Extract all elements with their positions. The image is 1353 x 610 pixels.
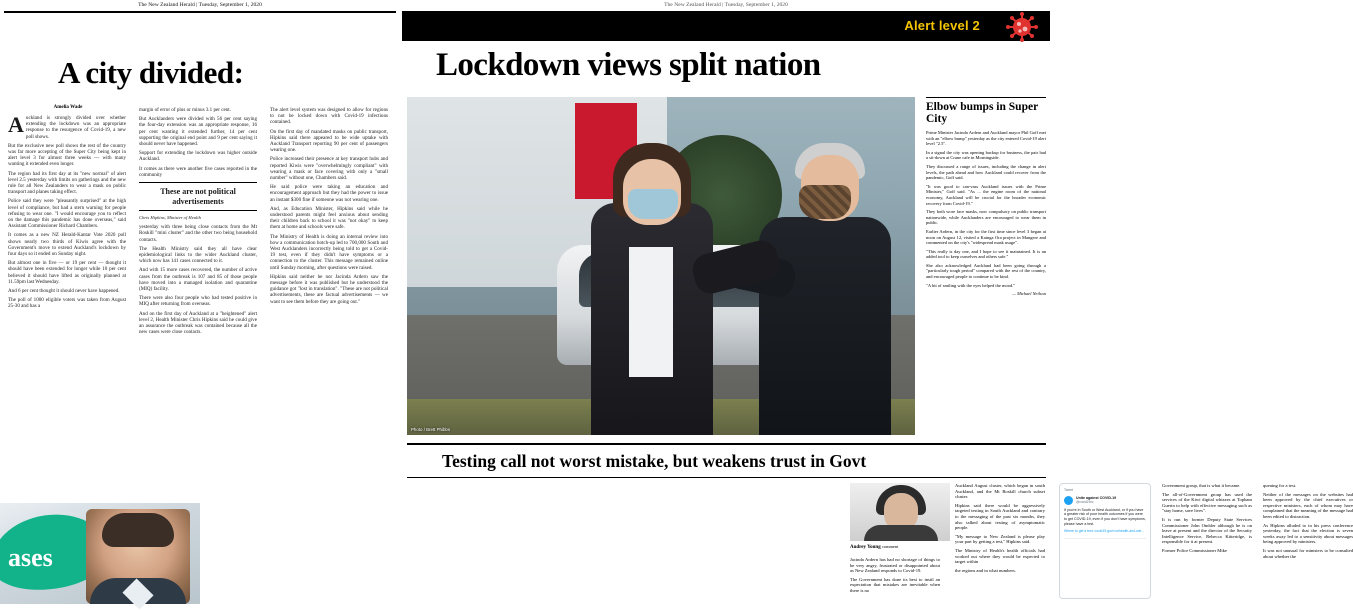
columnist-name: Audrey Young — [850, 545, 881, 550]
paragraph: They discussed a range of issues, including the change in alert levels, the path ahead and how Auckland could recover from the pandemic, Goff said. — [926, 163, 1046, 181]
paragraph: Police increased their presence at key transport hubs and reported Kiwis were "overwhelmingly compliant" with wearing a mask or face covering with only a "small number" without one, Chambers said. — [270, 156, 388, 182]
paragraph: It comes as a new NZ Herald-Kantar Vote 2020 poll shows nearly two thirds of Kiwis agree with the Government's move to extend Auckland's lockdown by four days so it ended on Sunday night. — [8, 232, 126, 258]
paragraph: The all-of-Government group has used the services of the Kiwi digital whizzes at Topham Guerin to help with effective messaging such as "stay home, save lives". — [1162, 491, 1252, 514]
paragraph: There were also four people who had tested positive in MIQ after returning from overseas. — [139, 295, 257, 308]
paragraph: The Government has done its best to instil an expectation that mistakes are inevitable when there is no — [850, 576, 940, 593]
lower-column-1 — [850, 557, 940, 597]
paragraph: On the first day of mandated masks on public transport, Hipkins said there appeared to be wide uptake with Auckland Transport reporting 90 per cent of passengers wearing one. — [270, 128, 388, 154]
alert-level-label: Alert level 2 — [904, 18, 980, 33]
left-top-rule — [4, 11, 396, 13]
paragraph: It was not unusual for ministers to be consulted about whether the — [1263, 547, 1353, 559]
photo-credit: Photo / Brett Phibbs — [411, 427, 451, 432]
paragraph: "A bit of smiling with the eyes helped the mood." — [926, 282, 1016, 288]
paragraph: "My message to New Zealand is please play your part by getting a test," Hipkins said. — [955, 533, 1045, 545]
tweet-label: Tweet — [1064, 488, 1074, 492]
photo-person-left-mask — [628, 189, 678, 219]
paragraph: The alert level system was designed to allow for regions to not be locked down with Covid-19 infections contained. — [270, 107, 388, 126]
left-column-3 — [270, 107, 388, 308]
portrait-photo — [86, 509, 190, 604]
left-column-2 — [139, 107, 257, 338]
photo-person-right-mask — [799, 185, 851, 219]
left-page — [0, 11, 400, 593]
paragraph: But the exclusive new poll shows the rest of the country was far more accepting of the Super City being kept in alert level 3 for almost three weeks — with many wanting it extended even longer. — [8, 142, 126, 168]
left-bottom-photo — [0, 503, 200, 604]
sidebar-rule — [926, 97, 1046, 98]
paragraph: And on the first day of Auckland at a "heightened" alert level 2, Health Minister Chris Hipkins said he could give an assurance the outbreak was contained because all the new cases were close contacts. — [139, 310, 257, 336]
paragraph: But Aucklanders were divided with 56 per cent saying the four-day extension was an appropriate response, 16 per cent wanting it extended further, 14 per cent supporting the original end point and 9 per cent saying it should never have happened. — [139, 116, 257, 148]
paragraph: The poll of 1000 eligible voters was taken from August 25-30 and has a — [8, 297, 126, 310]
left-column-1 — [8, 112, 126, 313]
paragraph: And 6 per cent thought it should never have happened. — [8, 288, 120, 295]
paragraph: But almost one in five — or 19 per cent — thought it should have been extended for longer while 10 per cent believed it should have lifted as originally planned at 11.59pm last Wednesday. — [8, 260, 126, 285]
paragraph: "It was good to can-vass Auckland issues with the Prime Minister," Goff said. "As ... the engine room of the national economy, Auckland will be crucial for the broader economic recovery from Covid-19." — [926, 183, 1046, 206]
paragraph: The Ministry of Health is doing an internal review into how a communication botch-up led to 700,000 South and West Aucklanders incorrectly being told to get a Covid-19 test, even if they didn't have symptoms or a connection to the cluster. This message remained online until Sunday morning, after questions were raised. — [270, 233, 388, 271]
tweet-body-text: If you're in South or West Auckland, or if you have a greater risk of poor health outcomes if you were to get COVID-19, even if you don't have symptoms, please have a test. — [1064, 507, 1146, 526]
paragraph: queuing for a test. — [1263, 483, 1297, 488]
paragraph: Neither of the messages on the websites had been approved by the chief executives or respective ministers, each of whom may have complained that the meaning of the message had been edited to distraction. — [1263, 491, 1353, 519]
paragraph: And with 15 more cases recovered, the number of active cases from the outbreak is 107 and 85 of those people have moved into a managed isolation and quarantine (MIQ) facility. — [139, 267, 257, 293]
running-heads — [0, 0, 1050, 11]
paragraph: She also acknowledged Auckland had been going through a "particularly tough period" compared with the rest of the country, and encouraged people to continue to be kind. — [926, 262, 1046, 280]
paragraph: He said police were taking an education and encouragement approach but they had the power to issue an instant $300 fine if someone was not wearing one. — [270, 184, 388, 203]
sidebar-body — [926, 130, 1046, 297]
lower-column-5 — [1263, 483, 1353, 562]
tweet-header — [1064, 496, 1146, 505]
paragraph: Hipkins said neither he nor Jacinda Ardern saw the message before it was published but he understood the guidance got "lost in translation". "These are not political advertisements, these are factual advertisements — we want to see them before they are going out." — [270, 273, 388, 305]
lower-column-4 — [1162, 483, 1252, 557]
paragraph: Government group, that is what it became. — [1162, 483, 1241, 488]
paragraph: Former Police Commissioner Mike — [1162, 547, 1227, 553]
paragraph: The Ministry of Health's health officials had worked out where they would be expected to target within — [955, 547, 1045, 565]
columnist-tag: comment — [881, 544, 899, 549]
paragraph: "This really is day one, and I hope to see it maintained. It is an added tool to keep ourselves and others safe." — [926, 248, 1046, 260]
left-byline: Amelia Wade — [53, 105, 83, 110]
paragraph: the regions and in what numbers. — [955, 567, 1016, 573]
running-head-left: The New Zealand Herald | Tuesday, September 1, 2020 — [138, 2, 262, 8]
photo-person-right-body — [759, 217, 891, 435]
sidebar-attribution: — Michael Neilson — [1012, 291, 1046, 297]
paragraph: As Hipkins alluded to in his press conference yesterday, the fact that the election is seven weeks away led to a sensitivity about messages being approved by ministers. — [1263, 522, 1353, 545]
columnist-byline — [850, 544, 950, 550]
sidebar-elbow-bumps — [926, 97, 1046, 300]
tweet-link[interactable]: Where to get a test: covid19.govt.nz/health-and-wel... — [1064, 529, 1145, 534]
tweet-avatar-icon — [1064, 496, 1073, 505]
paragraph: Prime Minister Jacinda Ardern and Auckland mayor Phil Goff met with an "elbow bump" yesterday as the city entered Covid-19 alert level "2.5". — [926, 130, 1046, 147]
lower-story-rule — [407, 443, 1046, 445]
paragraph: In a signal the city was opening backup for business, the pair had a sit-down at Crane cafe in Morningside. — [926, 149, 1046, 161]
columnist-photo — [850, 483, 950, 541]
alert-level-bar — [402, 11, 1050, 41]
paragraph: margin of error of plus or minus 3.1 per cent. — [139, 107, 231, 113]
paragraph: Auckland August cluster, which began in south Auckland, and the Mt Roskill church subset cluster. — [955, 483, 1045, 500]
paragraph: Auckland is strongly divided over whether extending the lockdown was an appropriate response to the resurgence of Covid-19, a new poll shows. — [8, 112, 126, 140]
photo-person-left-shirt — [629, 247, 673, 377]
paragraph: Jacinda Ardern has had no shortage of things to be very angry, frustrated or disappointed about as New Zealand responds to Covid-19. — [850, 557, 940, 574]
columnist-shoulder — [864, 525, 938, 541]
tweet-action-bar[interactable] — [1064, 538, 1146, 543]
paragraph: Support for extending the lockdown was higher outside Auckland. — [139, 150, 257, 163]
paragraph: Earlier Ardern, in the city for the first time since level 3 began at noon on August 12, visited a Kainga Ora project in Mangere and commented on the city's "widespread mask usage". — [926, 228, 1046, 246]
paragraph: It comes as there were another five cases reported in the community — [139, 165, 257, 178]
pull-quote: These are not political advertisements — [139, 182, 257, 211]
paragraph: The Health Ministry said they all have clear epidemiological links to the wider Auckland cluster, which now has 141 cases connected to it. — [139, 245, 257, 265]
right-page — [402, 11, 1353, 593]
lower-column-2 — [955, 483, 1045, 576]
paragraph: The region had its first day at its "new normal" of alert level 2.5 yesterday with limits on gatherings and the new rule for all New Zealanders to wear a mask on public transport and planes taking effect. — [8, 170, 126, 196]
paragraph: And, as Education Minister, Hipkins said while he understood parents might feel anxious about sending their children back to school it was "not okay" to keep them at home and schools were safe. — [270, 205, 388, 231]
paragraph: It is run by former Deputy State Services Commissioner John Ombler although he is on leave at present and the director of the Security Intelligence Service, Rebecca Kitteridge, is responsible for it at present. — [1162, 516, 1252, 545]
pull-quote-credit: Chris Hipkins, Minister of Health — [139, 215, 201, 221]
running-head-right: The New Zealand Herald | Tuesday, September 1, 2020 — [664, 2, 788, 8]
tweet-account-handle[interactable]: @covid19nz — [1076, 500, 1094, 505]
sidebar-headline: Elbow bumps in Super City — [926, 101, 1038, 125]
lower-story-rule-2 — [407, 477, 1046, 478]
right-headline: Lockdown views split nation — [436, 47, 821, 83]
lower-story-headline: Testing call not worst mistake, but weakens trust in Govt — [442, 451, 867, 471]
paragraph: Hipkins said there would be aggressively targeted testing in South Auckland and contrary to the messaging of the past six months, they also talked about testing of asymptomatic people. — [955, 502, 1045, 531]
green-graphic-word: ases — [8, 543, 53, 572]
paragraph: They both wore face masks, now compulsory on public transport nationwide, while Aucklanders are encouraged to wear them in public. — [926, 209, 1046, 226]
embedded-tweet[interactable] — [1059, 483, 1151, 599]
paragraph: yesterday with three being close contacts from the Mt Roskill "mini cluster" and the other two being household contacts. — [139, 224, 257, 243]
portrait-hair — [102, 513, 174, 547]
tweet-account-name[interactable]: Unite against COVID-19 — [1076, 495, 1117, 500]
left-headline: A city divided: — [58, 55, 244, 90]
coronavirus-icon — [1000, 12, 1044, 42]
main-photo — [407, 97, 915, 435]
paragraph: Police said they were "pleasantly surprised" at the high level of compliance, but had a stern warning for people refusing to wear one. "I would encourage you to reflect on the damage this pandemic has done overseas," said Assistant Commissioner Richard Chambers. — [8, 198, 126, 230]
